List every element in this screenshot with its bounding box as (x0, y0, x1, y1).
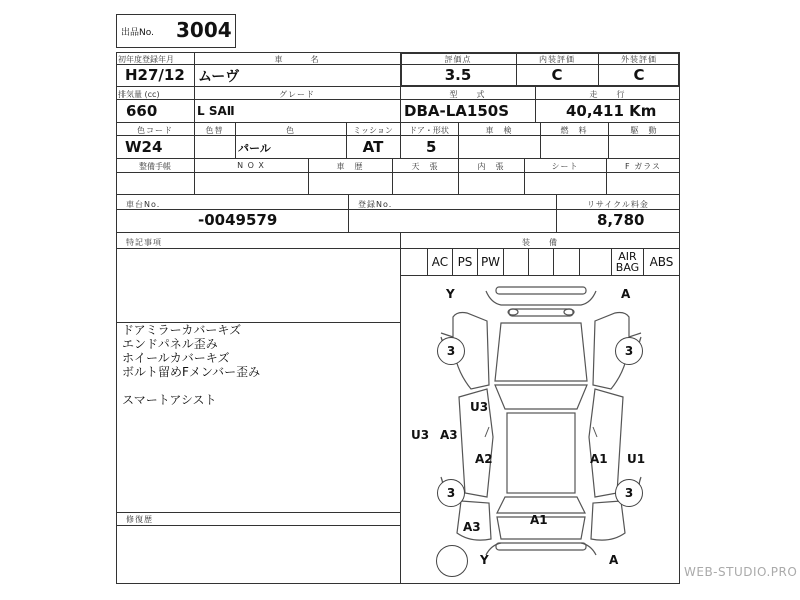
mark-roof-u3: U3 (470, 400, 489, 414)
reg-label: 初年度登録年月 (118, 55, 174, 64)
door-label: ドア・形状 (409, 126, 449, 135)
mark-left-a3: A3 (440, 428, 458, 442)
grade-label: グレード (279, 90, 315, 99)
notes-label: 特記事項 (126, 238, 162, 247)
note-line: ドアミラーカバーキズ (122, 323, 242, 337)
mileage-value: 40,411 Km (566, 102, 657, 120)
mission-value: AT (362, 138, 384, 156)
interior-lining-label: 内 張 (477, 162, 505, 171)
color-code-label: 色コード (137, 126, 173, 135)
interior-value: C (551, 66, 563, 84)
reg-value: H27/12 (125, 66, 185, 84)
exterior-value: C (633, 66, 645, 84)
mark-rear-a1: A1 (530, 513, 548, 527)
color-change-label: 色替 (205, 126, 224, 135)
seat-label: シート (551, 162, 579, 171)
note-line: エンドパネル歪み (122, 337, 218, 351)
chassis-value: -0049579 (198, 211, 278, 229)
equipment-cell-blank (579, 248, 612, 276)
equipment-ps: PS (452, 248, 478, 276)
model-label: 型 式 (449, 90, 486, 99)
color-value: パール (238, 142, 271, 155)
tire-rear-right: 3 (615, 479, 643, 507)
mark-right-a1: A1 (590, 452, 608, 466)
exterior-label: 外装評価 (621, 55, 657, 64)
displacement-label: 排気量 (cc) (118, 90, 160, 99)
note-line: ホイールカバーキズ (122, 351, 230, 365)
mission-label: ミッション (353, 126, 393, 135)
displacement-value: 660 (126, 102, 158, 120)
spare-tire (436, 545, 468, 577)
grade-value: L SAⅡ (197, 104, 235, 118)
equipment-abs: ABS (643, 248, 680, 276)
note-line: スマートアシスト (122, 393, 217, 407)
equipment-cell (528, 248, 554, 276)
tire-front-left: 3 (437, 337, 465, 365)
equipment-label: 装 備 (522, 238, 558, 247)
recycle-label: リサイクル料金 (587, 200, 649, 209)
chassis-label: 車台No. (126, 200, 161, 209)
roof-label: 天 張 (411, 162, 439, 171)
note-line: ボルト留めFメンバー歪み (122, 365, 261, 379)
color-label: 色 (286, 126, 295, 135)
mark-rear-bumper-y: Y (480, 553, 489, 567)
equipment-airbag: AIR BAG (611, 248, 644, 276)
mark-front-a: A (621, 287, 631, 301)
mark-rear-a: A (609, 553, 619, 567)
equipment-pw: PW (477, 248, 504, 276)
equipment-row (400, 248, 680, 276)
fuel-label: 燃 料 (560, 126, 588, 135)
history-label: 車 歴 (336, 162, 364, 171)
glass-label: F ガラス (625, 162, 661, 171)
drive-label: 駆 動 (630, 126, 658, 135)
name-label: 車 名 (274, 55, 320, 64)
equipment-ac: AC (427, 248, 453, 276)
score-label: 評価点 (444, 55, 472, 64)
recycle-value: 8,780 (597, 211, 645, 229)
repair-label: 修復歴 (126, 515, 153, 524)
score-value: 3.5 (444, 66, 472, 84)
mark-left-u3: U3 (411, 428, 430, 442)
mark-front-bumper-y: Y (446, 287, 455, 301)
manual-label: 整備手帳 (139, 162, 171, 171)
tire-rear-left: 3 (437, 479, 465, 507)
registration-label: 登録No. (358, 200, 393, 209)
lot-label: 出品No. (121, 28, 154, 38)
name-value: ムーヴ (198, 69, 240, 85)
mark-rear-a3: A3 (463, 520, 481, 534)
color-code-value: W24 (125, 138, 163, 156)
equipment-cell (553, 248, 580, 276)
mileage-label: 走 行 (589, 90, 626, 99)
inspection-label: 車 検 (485, 126, 513, 135)
mark-left-a2: A2 (475, 452, 493, 466)
door-value: 5 (426, 138, 437, 156)
nox-label: N O X (237, 161, 265, 170)
equipment-cell (503, 248, 529, 276)
mark-right-u1: U1 (627, 452, 646, 466)
tire-front-right: 3 (615, 337, 643, 365)
interior-label: 内装評価 (539, 55, 575, 64)
watermark: WEB-STUDIO.PRO (684, 565, 798, 579)
lot-number: 3004 (176, 18, 232, 42)
equipment-cell-blank (400, 248, 428, 276)
model-value: DBA-LA150S (404, 102, 509, 120)
